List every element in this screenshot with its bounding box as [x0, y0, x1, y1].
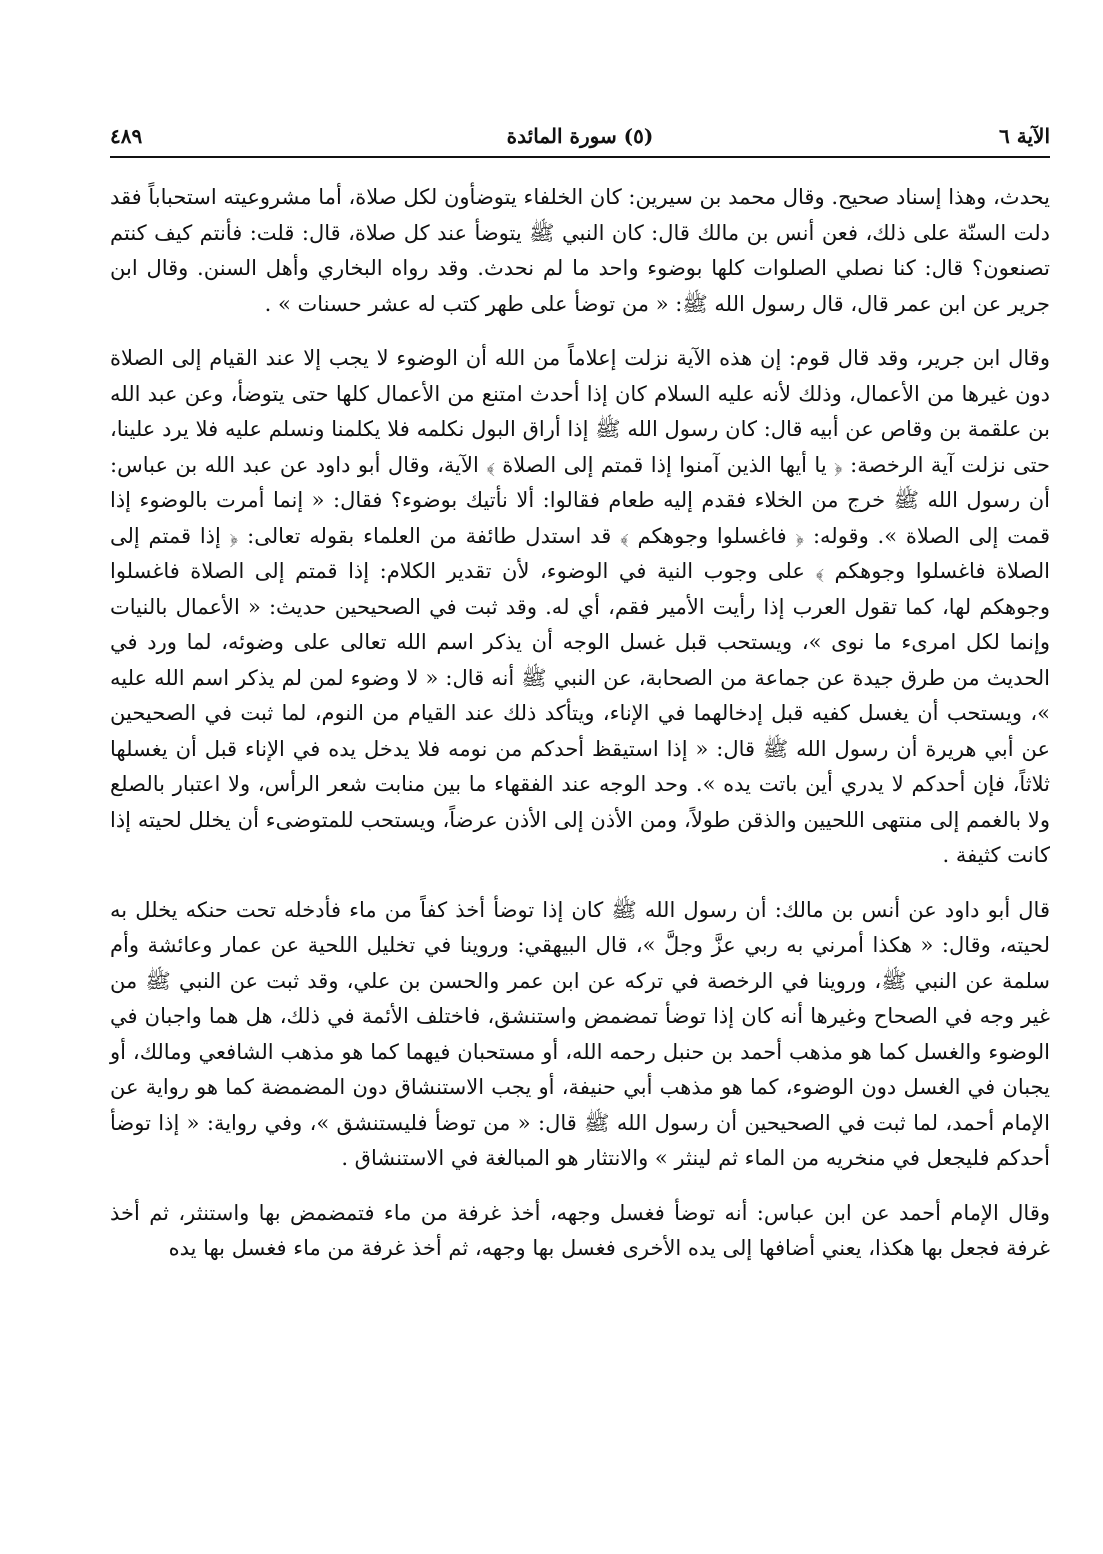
verse-label: الآية ٦: [999, 124, 1050, 148]
body-text: [110, 180, 1050, 1286]
paragraph: وقال ابن جرير، وقد قال قوم: إن هذه الآية نزلت إعلاماً من الله أن الوضوء لا يجب إلا عند القيام إلى الصلاة دون غيرها من الأعمال، وذلك لأنه عليه السلام كان إذا أحدث امتنع من الأعمال كلها حتى يتوضأ، وعن عبد الله بن علقمة بن وقاص عن أبيه قال: كان رسول الله ﷺ إذا أراق البول نكلمه فلا يكلمنا ونسلم عليه فلا يرد علينا، حتى نزلت آية الرخصة: ﴿ يا أيها الذين آمنوا إذا قمتم إلى الصلاة ﴾ الآية، وقال أبو داود عن عبد الله بن عباس: أن رسول الله ﷺ خرج من الخلاء فقدم إليه طعام فقالوا: ألا نأتيك بوضوء؟ فقال: « إنما أمرت بالوضوء إذا قمت إلى الصلاة ». وقوله: ﴿ فاغسلوا وجوهكم ﴾ قد استدل طائفة من العلماء بقوله تعالى: ﴿ إذا قمتم إلى الصلاة فاغسلوا وجوهكم ﴾ على وجوب النية في الوضوء، لأن تقدير الكلام: إذا قمتم إلى الصلاة فاغسلوا وجوهكم لها، كما تقول العرب إذا رأيت الأمير فقم، أي له. وقد ثبت في الصحيحين حديث: « الأعمال بالنيات وإنما لكل امرىء ما نوى »، ويستحب قبل غسل الوجه أن يذكر اسم الله تعالى على وضوئه، لما ورد في الحديث من طرق جيدة عن جماعة من الصحابة، عن النبي ﷺ أنه قال: « لا وضوء لمن لم يذكر اسم الله عليه »، ويستحب أن يغسل كفيه قبل إدخالهما في الإناء، ويتأكد ذلك عند القيام من النوم، لما ثبت في الصحيحين عن أبي هريرة أن رسول الله ﷺ قال: « إذا استيقظ أحدكم من نومه فلا يدخل يده في الإناء قبل أن يغسلها ثلاثاً، فإن أحدكم لا يدري أين باتت يده ». وحد الوجه عند الفقهاء ما بين منابت شعر الرأس، ولا اعتبار بالصلع ولا بالغمم إلى منتهى اللحيين والذقن طولاً، ومن الأذن إلى الأذن عرضاً، ويستحب للمتوضىء أن يخلل لحيته إذا كانت كثيفة .: [110, 346, 1050, 867]
header-rule: [110, 156, 1050, 158]
surah-title: (٥) سورة المائدة: [506, 124, 654, 148]
page-header: [110, 120, 1050, 158]
paragraph: وقال الإمام أحمد عن ابن عباس: أنه توضأ فغسل وجهه، أخذ غرفة من ماء فتمضمض بها واستنثر، ثم أخذ غرفة فجعل بها هكذا، يعني أضافها إلى يده الأخرى فغسل بها وجهه، ثم أخذ غرفة من ماء فغسل بها يده: [110, 1200, 1050, 1260]
paragraph: قال أبو داود عن أنس بن مالك: أن رسول الله ﷺ كان إذا توضأ أخذ كفاً من ماء فأدخله تحت حنكه يخلل به لحيته، وقال: « هكذا أمرني به ربي عزَّ وجلَّ »، قال البيهقي: وروينا في تخليل اللحية عن عمار وعائشة وأم سلمة عن النبي ﷺ، وروينا في الرخصة في تركه عن ابن عمر والحسن بن علي، وقد ثبت عن النبي ﷺ من غير وجه في الصحاح وغيرها أنه كان إذا توضأ تمضمض واستنشق، فاختلف الأئمة في ذلك، هل هما واجبان في الوضوء والغسل كما هو مذهب أحمد بن حنبل رحمه الله، أو مستحبان فيهما كما هو مذهب الشافعي ومالك، أو يجبان في الغسل دون الوضوء، كما هو مذهب أبي حنيفة، أو يجب الاستنشاق دون المضمضة كما هو رواية عن الإمام أحمد، لما ثبت في الصحيحين أن رسول الله ﷺ قال: « من توضأ فليستنشق »، وفي رواية: « إذا توضأ أحدكم فليجعل في منخريه من الماء ثم لينثر » والانتثار هو المبالغة في الاستنشاق .: [110, 897, 1050, 1170]
paragraph: يحدث، وهذا إسناد صحيح. وقال محمد بن سيرين: كان الخلفاء يتوضأون لكل صلاة، أما مشروعيته استحباباً فقد دلت السنّة على ذلك، فعن أنس بن مالك قال: كان النبي ﷺ يتوضأ عند كل صلاة، قال: قلت: فأنتم كيف كنتم تصنعون؟ قال: كنا نصلي الصلوات كلها بوضوء واحد ما لم نحدث. وقد رواه البخاري وأهل السنن. وقال ابن جرير عن ابن عمر قال، قال رسول الله ﷺ: « من توضأ على طهر كتب له عشر حسنات » .: [110, 185, 1050, 316]
page-number: ٤٨٩: [110, 124, 143, 148]
